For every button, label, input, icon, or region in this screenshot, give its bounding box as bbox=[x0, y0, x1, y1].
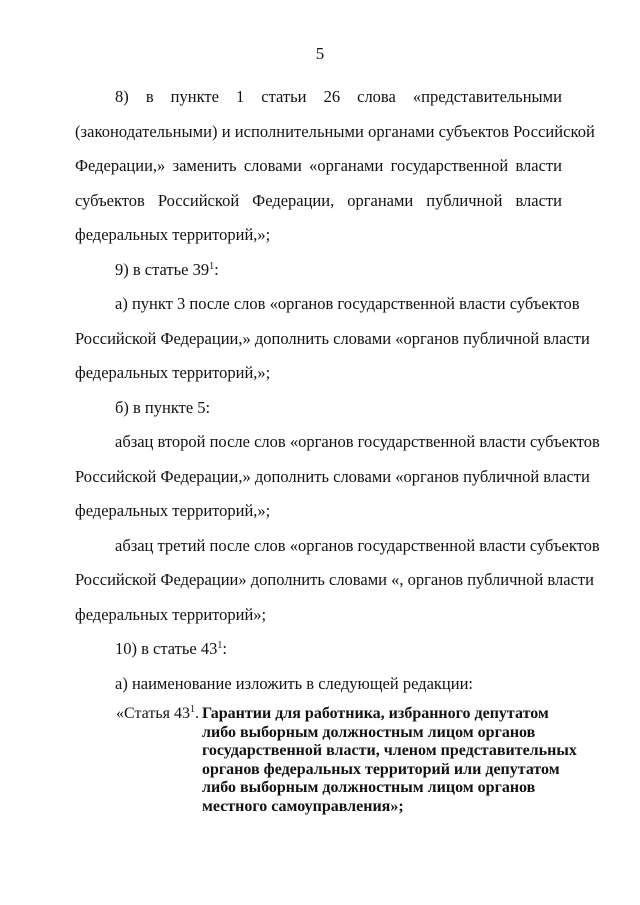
text-token: органами bbox=[347, 190, 414, 210]
text-token: словами bbox=[243, 156, 302, 175]
article-title-line: либо выборным должностным лицом органов bbox=[202, 779, 536, 796]
text-token: власти bbox=[515, 156, 562, 175]
article-label-text: «Статья 43 bbox=[116, 705, 190, 722]
article-title-line: либо выборным должностным лицом органов bbox=[202, 723, 536, 741]
item-8-line-2: (законодательными) и исполнительными органами субъектов Российской bbox=[75, 121, 595, 141]
item-9a-line-1: а) пункт 3 после слов «органов государственной власти субъектов bbox=[115, 294, 580, 313]
heading-colon: : bbox=[214, 259, 219, 279]
text-token: «органами bbox=[309, 156, 384, 175]
item-8-line-5: федеральных территорий,»; bbox=[75, 225, 271, 244]
article-label-dot: . bbox=[194, 705, 199, 722]
text-token: 8) bbox=[115, 87, 129, 106]
text-token: Федерации, bbox=[252, 190, 335, 210]
article-title-line: Гарантии для работника, избранного депутатом bbox=[202, 705, 549, 722]
article-title-line: государственной власти, членом представительных bbox=[202, 742, 577, 759]
text-token: власти bbox=[515, 190, 562, 210]
item-9-heading bbox=[75, 253, 562, 288]
superscript: 1 bbox=[209, 260, 215, 272]
heading-text: 9) в статье 39 bbox=[115, 259, 210, 279]
document-body bbox=[75, 80, 600, 701]
item-9b-heading: б) в пункте 5: bbox=[115, 397, 211, 417]
item-9b2-line-1: абзац третий после слов «органов государственной власти субъектов bbox=[115, 535, 600, 555]
item-9a-line-2: Российской Федерации,» дополнить словами «органов публичной власти bbox=[75, 328, 590, 348]
heading-text: 10) в статье 43 bbox=[115, 639, 218, 658]
item-8-line-4 bbox=[75, 184, 562, 219]
item-10-heading bbox=[75, 632, 562, 667]
text-token: субъектов bbox=[75, 190, 145, 210]
text-token: «представительными bbox=[412, 87, 562, 106]
text-token: Федерации,» bbox=[75, 156, 166, 175]
item-8-line-3 bbox=[75, 149, 562, 184]
item-9b2-line-3: федеральных территорий»; bbox=[75, 604, 267, 624]
text-token: государственной bbox=[390, 156, 509, 175]
item-9b1-line-2: Российской Федерации,» дополнить словами «органов публичной власти bbox=[75, 466, 590, 486]
text-token: слова bbox=[357, 87, 396, 106]
text-token: пункте bbox=[170, 87, 219, 106]
text-token: 26 bbox=[323, 87, 341, 106]
item-9b2-line-2: Российской Федерации» дополнить словами «, органов публичной власти bbox=[75, 570, 594, 589]
item-8-line-1 bbox=[75, 80, 562, 115]
superscript: 1 bbox=[217, 640, 223, 651]
item-9b1-line-1: абзац второй после слов «органов государственной власти субъектов bbox=[115, 432, 600, 451]
article-label bbox=[116, 705, 199, 724]
item-9b1-line-3: федеральных территорий,»; bbox=[75, 501, 271, 520]
text-token: заменить bbox=[172, 156, 237, 175]
item-10a-line: а) наименование изложить в следующей редакции: bbox=[115, 673, 473, 693]
text-token: публичной bbox=[426, 190, 503, 210]
article-title bbox=[202, 705, 577, 816]
page-number: 5 bbox=[315, 44, 325, 63]
article-title-line: местного самоуправления»; bbox=[202, 797, 404, 815]
text-token: Российской bbox=[157, 190, 240, 210]
article-title-line: органов федеральных территорий или депутатом bbox=[202, 760, 560, 778]
heading-colon: : bbox=[222, 639, 227, 658]
superscript: 1 bbox=[189, 704, 195, 715]
text-token: 1 bbox=[235, 87, 245, 106]
item-9a-line-3: федеральных территорий,»; bbox=[75, 363, 271, 382]
text-token: статьи bbox=[261, 87, 307, 106]
text-token: в bbox=[145, 87, 154, 106]
